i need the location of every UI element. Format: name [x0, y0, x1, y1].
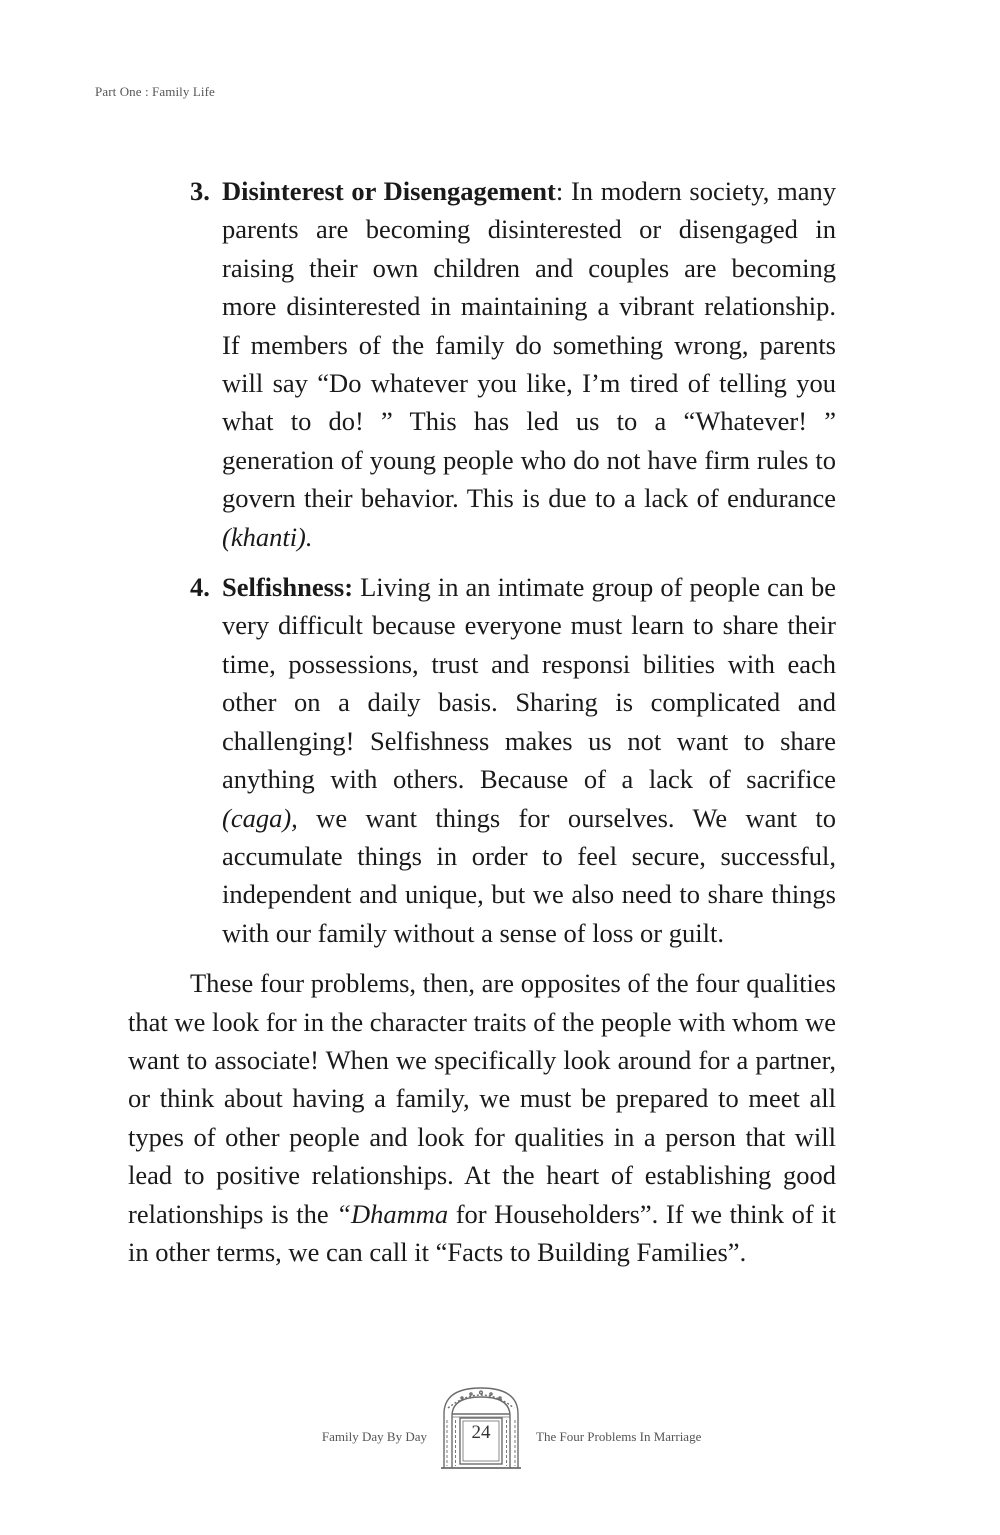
running-head: Part One : Family Life: [95, 84, 215, 99]
list-item-text: Living in an intimate group of people can be very difficult because everyone must learn to share their time, possessions, trust and responsi bilities with each other on a daily basis. Sharing is complicated and challenging! Selfishness makes us not want to share anything with others. Because of a lack of sacrifice: [222, 572, 836, 795]
footer-book-title: Family Day By Day: [321, 1429, 427, 1444]
closing-paragraph-text-after: for Householders”. If we think of it in other terms, we can call it “Facts to Building Families”.: [128, 1198, 836, 1267]
closing-paragraph: [128, 964, 836, 1271]
list-item-selfishness: [128, 568, 836, 952]
list-item-number: 4.: [190, 572, 210, 603]
closing-paragraph-italic-term: “Dhamma: [336, 1198, 449, 1229]
list-item-text-after: we want things for ourselves. We want to accumulate things in order to feel secure, successful, independent and unique, but we also need to share things with our family without a sense of loss or guilt.: [222, 802, 836, 948]
list-item-text: In modern society, many parents are becoming disinterested or disengaged in raising their own children and couples are becoming more disinterested in maintaining a vibrant relationship. If members of the family do something wrong, parents will say “Do whatever you like, I’m tired of telling you what to do! ” This has led us to a “Whatever! ” generation of young people who do not have firm rules to govern their behavior. This is due to a lack of endurance: [222, 176, 836, 514]
list-item-italic-term: (caga),: [222, 802, 298, 833]
list-item-term-suffix: :: [555, 176, 564, 206]
page-number: 24: [471, 1422, 491, 1443]
list-item-disinterest: [128, 172, 836, 556]
list-item-term: Selfishness:: [222, 572, 354, 603]
footer-chapter-title: The Four Problems In Marriage: [536, 1429, 702, 1444]
body-text: [128, 172, 836, 1298]
list-item-number: 3.: [190, 176, 210, 206]
closing-paragraph-text: These four problems, then, are opposites of the four qualities that we look for in the character traits of the people with whom we want to associate! When we specifically look around for a partner, or think about having a family, we must be prepared to meet all types of other people and look for qualities in a person that will lead to positive relationships. At the heart of establishing good relationships is the: [128, 968, 836, 1229]
page-footer: [0, 1384, 1000, 1474]
list-item-italic-term: (khanti).: [222, 521, 313, 552]
list-item-term: Disinterest or Disengagement: [222, 176, 556, 206]
